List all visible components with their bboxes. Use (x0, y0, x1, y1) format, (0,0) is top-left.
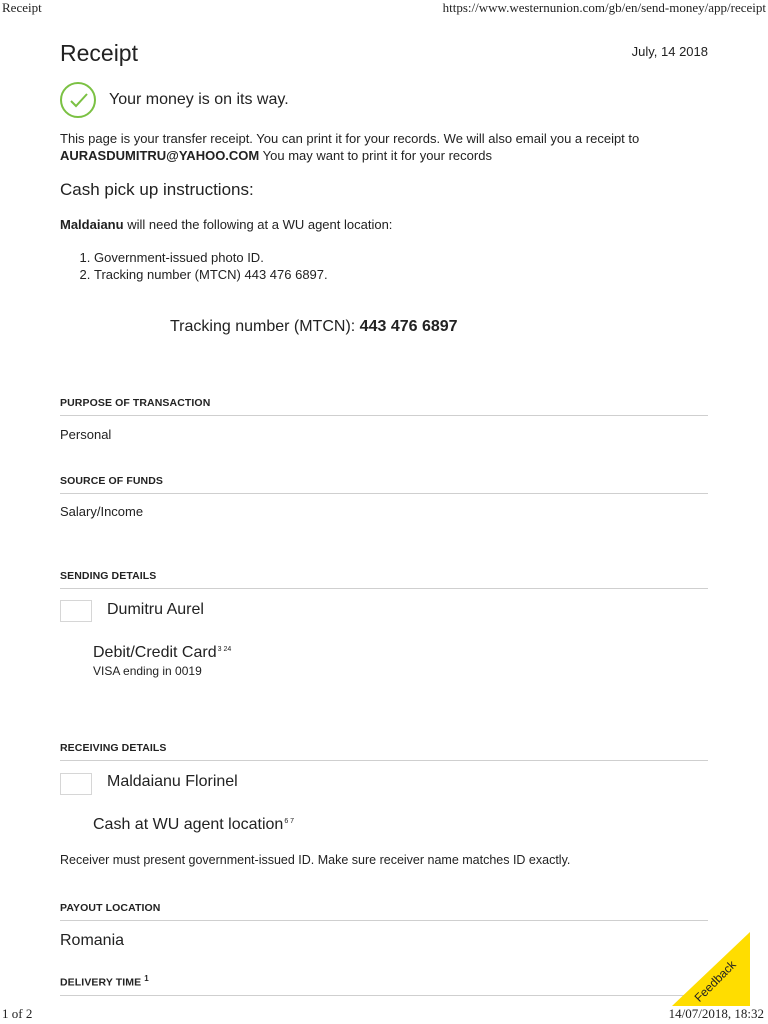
tracking-number (170, 318, 458, 336)
checkmark-icon (60, 82, 96, 118)
page-count: 1 of 2 (2, 1006, 33, 1021)
tracking-value: 443 476 6897 (359, 318, 458, 335)
receiver-note: Receiver must present government-issued ID. Make sure receiver name matches ID exactly. (60, 853, 571, 867)
delivery-heading (60, 974, 708, 996)
source-heading: SOURCE OF FUNDS (60, 475, 708, 494)
pickup-steps (60, 249, 328, 283)
print-header-title: Receipt (2, 0, 42, 15)
source-value: Salary/Income (60, 504, 144, 519)
delivery-heading-label: DELIVERY TIME (60, 976, 142, 989)
payment-method-refs: 3 24 (217, 645, 232, 653)
intro-text-body: This page is your transfer receipt. You can print it for your records. We will also email you a receipt to (60, 131, 640, 146)
tracking-label: Tracking number (MTCN): (170, 318, 356, 335)
pickup-heading: Cash pick up instructions: (60, 180, 254, 199)
receiver-name: Maldaianu Florinel (107, 773, 238, 790)
receiver-short-name: Maldaianu (60, 217, 124, 232)
receipt-date: July, 14 2018 (631, 44, 708, 59)
intro-text-suffix: You may want to print it for your records (262, 148, 492, 163)
print-header-url: https://www.westernunion.com/gb/en/send-money/app/receipt (442, 0, 766, 15)
payout-heading: PAYOUT LOCATION (60, 902, 708, 921)
list-item: 2. Tracking number (MTCN) 443 476 6897. (94, 266, 328, 283)
purpose-value: Personal (60, 427, 112, 442)
print-timestamp: 14/07/2018, 18:32 (668, 1006, 764, 1021)
page-title: Receipt (60, 40, 138, 66)
requirements-text: will need the following at a WU agent location: (127, 217, 393, 232)
email-address: AURASDUMITRU@YAHOO.COM (60, 148, 260, 163)
sender-avatar (60, 600, 92, 622)
feedback-label: Feedback (691, 957, 739, 1005)
status-message: Your money is on its way. (109, 91, 289, 108)
purpose-heading: PURPOSE OF TRANSACTION (60, 397, 708, 416)
delivery-method-refs: 6 7 (284, 817, 295, 825)
intro-text (60, 130, 710, 164)
card-details: VISA ending in 0019 (93, 664, 202, 678)
sender-name: Dumitru Aurel (107, 601, 204, 618)
sending-heading: SENDING DETAILS (60, 570, 708, 589)
receiving-heading: RECEIVING DETAILS (60, 742, 708, 761)
payout-country: Romania (60, 932, 125, 949)
delivery-heading-ref: 1 (144, 974, 149, 983)
payment-method (93, 644, 231, 662)
feedback-button[interactable] (672, 932, 750, 1006)
delivery-method-label: Cash at WU agent location (93, 816, 284, 833)
list-item: 1. Government-issued photo ID. (94, 249, 328, 266)
delivery-method (93, 816, 294, 834)
receiver-avatar (60, 773, 92, 795)
pickup-requirements (60, 217, 392, 232)
payment-method-label: Debit/Credit Card (93, 644, 217, 661)
